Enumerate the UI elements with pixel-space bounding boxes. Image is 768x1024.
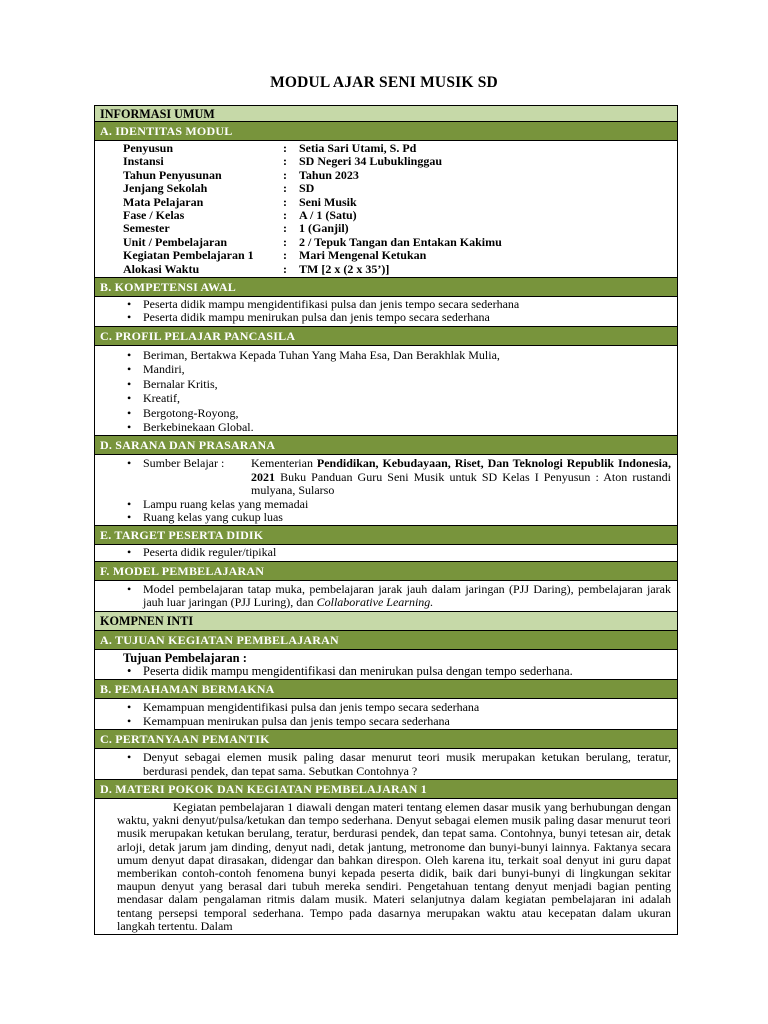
identitas-value: A / 1 (Satu) — [299, 208, 357, 223]
pemahaman-block — [95, 699, 677, 730]
identitas-value: 2 / Tepuk Tangan dan Entakan Kakimu — [299, 234, 502, 249]
target-block — [95, 545, 677, 561]
identitas-colon: : — [283, 194, 287, 209]
tujuan-label: Tujuan Pembelajaran : — [123, 650, 247, 665]
list-item-sumber-belajar — [123, 457, 671, 497]
page-title: MODUL AJAR SENI MUSIK SD — [270, 74, 498, 91]
identitas-value: Setia Sari Utami, S. Pd — [299, 141, 417, 155]
list-item: • Kemampuan mengidentifikasi pulsa dan jenis tempo secara sederhana — [123, 701, 671, 714]
identitas-label: Fase / Kelas — [123, 208, 185, 223]
profil-pancasila-block — [95, 346, 677, 436]
identitas-colon: : — [283, 208, 287, 223]
identitas-colon: : — [283, 248, 287, 263]
section-informasi-umum: INFORMASI UMUM — [95, 106, 677, 122]
identitas-grid — [95, 142, 671, 276]
list-item: • Peserta didik mampu menirukan pulsa dan jenis tempo secara sederhana — [123, 311, 671, 324]
identitas-colon: : — [283, 141, 287, 155]
kompetensi-awal-block — [95, 297, 677, 327]
identitas-label: Jenjang Sekolah — [123, 181, 208, 196]
section-tujuan: A. TUJUAN KEGIATAN PEMBELAJARAN — [95, 631, 677, 650]
identitas-label: Tahun Penyusunan — [123, 167, 222, 182]
list-item: • Bernalar Kritis, — [123, 377, 671, 391]
list-item: • Bergotong-Royong, — [123, 406, 671, 420]
sumber-belajar-value — [251, 457, 671, 497]
materi-paragraph: Kegiatan pembelajaran 1 diawali dengan materi tentang elemen dasar musik yang berhubungan dengan waktu, yakni denyut/pulsa/ketukan dan tempo sederhana. Denyut sebagai elemen musik paling dasar menurut teori musik merupakan ketukan berulang, teratur, berdurasi pendek, dan tepat sama. Contohnya, bunyi tetesan air, detak arloji, detak jarum jam dinding, denyut nadi, detak jantung, metronome dan bunyi-bunyi lainnya. Faktanya secara umum denyut dapat dirasakan, didengar dan bahkan direspon. Oleh karena itu, terkait soal denyut ini guru dapat memberikan contoh-contoh fenomena bunyi kepada peserta didik, baik dari bunyi-bunyi di lingkungan sekitar maupun denyut yang berasal dari tubuh mereka sendiri. Pengetahuan tentang denyut menjadi bagian penting mendasar dalam pengalaman ritmis dalam musik. Materi selanjutnya dalam kegiatan pembelajaran ini adalah tentang persepsi temporal sederhana. Tempo pada dasarnya merupakan waktu atau kecepatan dalam ukuran langkah tertentu. Dalam — [117, 800, 671, 933]
section-sarana-prasarana: D. SARANA DAN PRASARANA — [95, 436, 677, 455]
section-kompetensi-awal: B. KOMPETENSI AWAL — [95, 278, 677, 297]
list-item: • Kreatif, — [123, 391, 671, 405]
sarana-block — [95, 455, 677, 526]
section-identitas-modul: A. IDENTITAS MODUL — [95, 122, 677, 141]
list-item: • Peserta didik mampu mengidentifikasi pulsa dan jenis tempo secara sederhana — [123, 298, 671, 311]
identitas-label: Penyusun — [123, 141, 174, 155]
list-item — [123, 583, 671, 610]
list-item: • Beriman, Bertakwa Kepada Tuhan Yang Maha Esa, Dan Berakhlak Mulia, — [123, 348, 671, 362]
module-table — [94, 105, 678, 935]
sumber-pre: Kementerian — [251, 456, 317, 471]
list-item: • Peserta didik reguler/tipikal — [123, 546, 671, 559]
list-item: • Denyut sebagai elemen musik paling dasar menurut teori musik merupakan ketukan berulang, teratur, berdurasi pendek, dan tepat sama. Sebutkan Contohnya ? — [123, 751, 671, 778]
identitas-value: Mari Mengenal Ketukan — [299, 248, 427, 263]
identitas-value: Tahun 2023 — [299, 167, 359, 182]
section-materi: D. MATERI POKOK DAN KEGIATAN PEMBELAJARAN 1 — [95, 780, 677, 799]
identitas-colon: : — [283, 234, 287, 249]
section-profil-pancasila: C. PROFIL PELAJAR PANCASILA — [95, 327, 677, 346]
sumber-post: Buku Panduan Guru Seni Musik untuk SD Kelas I Penyusun : Aton rustandi mulyana, Sularso — [251, 469, 671, 498]
identitas-label: Semester — [123, 221, 170, 236]
list-item: • Peserta didik mampu mengidentifikasi dan menirukan pulsa dengan tempo sederhana. — [123, 665, 671, 678]
identitas-colon: : — [283, 221, 287, 236]
identitas-label: Alokasi Waktu — [123, 261, 200, 276]
identitas-block — [95, 141, 677, 278]
identitas-label: Unit / Pembelajaran — [123, 234, 227, 249]
pertanyaan-block — [95, 749, 677, 780]
list-item: • Lampu ruang kelas yang memadai — [123, 498, 671, 511]
identitas-value: Seni Musik — [299, 194, 357, 209]
identitas-colon: : — [283, 181, 287, 196]
list-item: • Berkebinekaan Global. — [123, 420, 671, 434]
section-komponen-inti: KOMPNEN INTI — [95, 612, 677, 631]
model-text: Model pembelajaran tatap muka, pembelajaran jarak jauh dalam jaringan (PJJ Daring), pembelajaran jarak jauh luar jaringan (PJJ Luring), dan — [143, 581, 671, 610]
identitas-label: Instansi — [123, 154, 164, 169]
section-pemahaman: B. PEMAHAMAN BERMAKNA — [95, 680, 677, 699]
tujuan-block — [95, 650, 677, 681]
identitas-label: Kegiatan Pembelajaran 1 — [123, 248, 254, 263]
sumber-bold: Pendidikan, Kebudayaan, Riset, Dan Teknologi Republik Indonesia, 2021 — [251, 456, 671, 484]
section-model-pembelajaran: F. MODEL PEMBELAJARAN — [95, 562, 677, 581]
model-italic: Collaborative Learning. — [316, 595, 434, 610]
identitas-label: Mata Pelajaran — [123, 194, 204, 209]
list-item: • Mandiri, — [123, 362, 671, 376]
identitas-value: SD Negeri 34 Lubuklinggau — [299, 154, 443, 169]
identitas-colon: : — [283, 167, 287, 182]
identitas-value: TM [2 x (2 x 35’)] — [299, 261, 390, 276]
section-pertanyaan: C. PERTANYAAN PEMANTIK — [95, 730, 677, 749]
section-target-peserta: E. TARGET PESERTA DIDIK — [95, 526, 677, 545]
list-item: • Ruang kelas yang cukup luas — [123, 511, 671, 524]
identitas-colon: : — [283, 261, 287, 276]
list-item: • Kemampuan menirukan pulsa dan jenis tempo secara sederhana — [123, 715, 671, 728]
identitas-value: 1 (Ganjil) — [299, 221, 349, 236]
model-block — [95, 581, 677, 612]
identitas-value: SD — [299, 181, 315, 196]
sumber-belajar-label: • Sumber Belajar : — [143, 456, 225, 471]
identitas-colon: : — [283, 154, 287, 169]
